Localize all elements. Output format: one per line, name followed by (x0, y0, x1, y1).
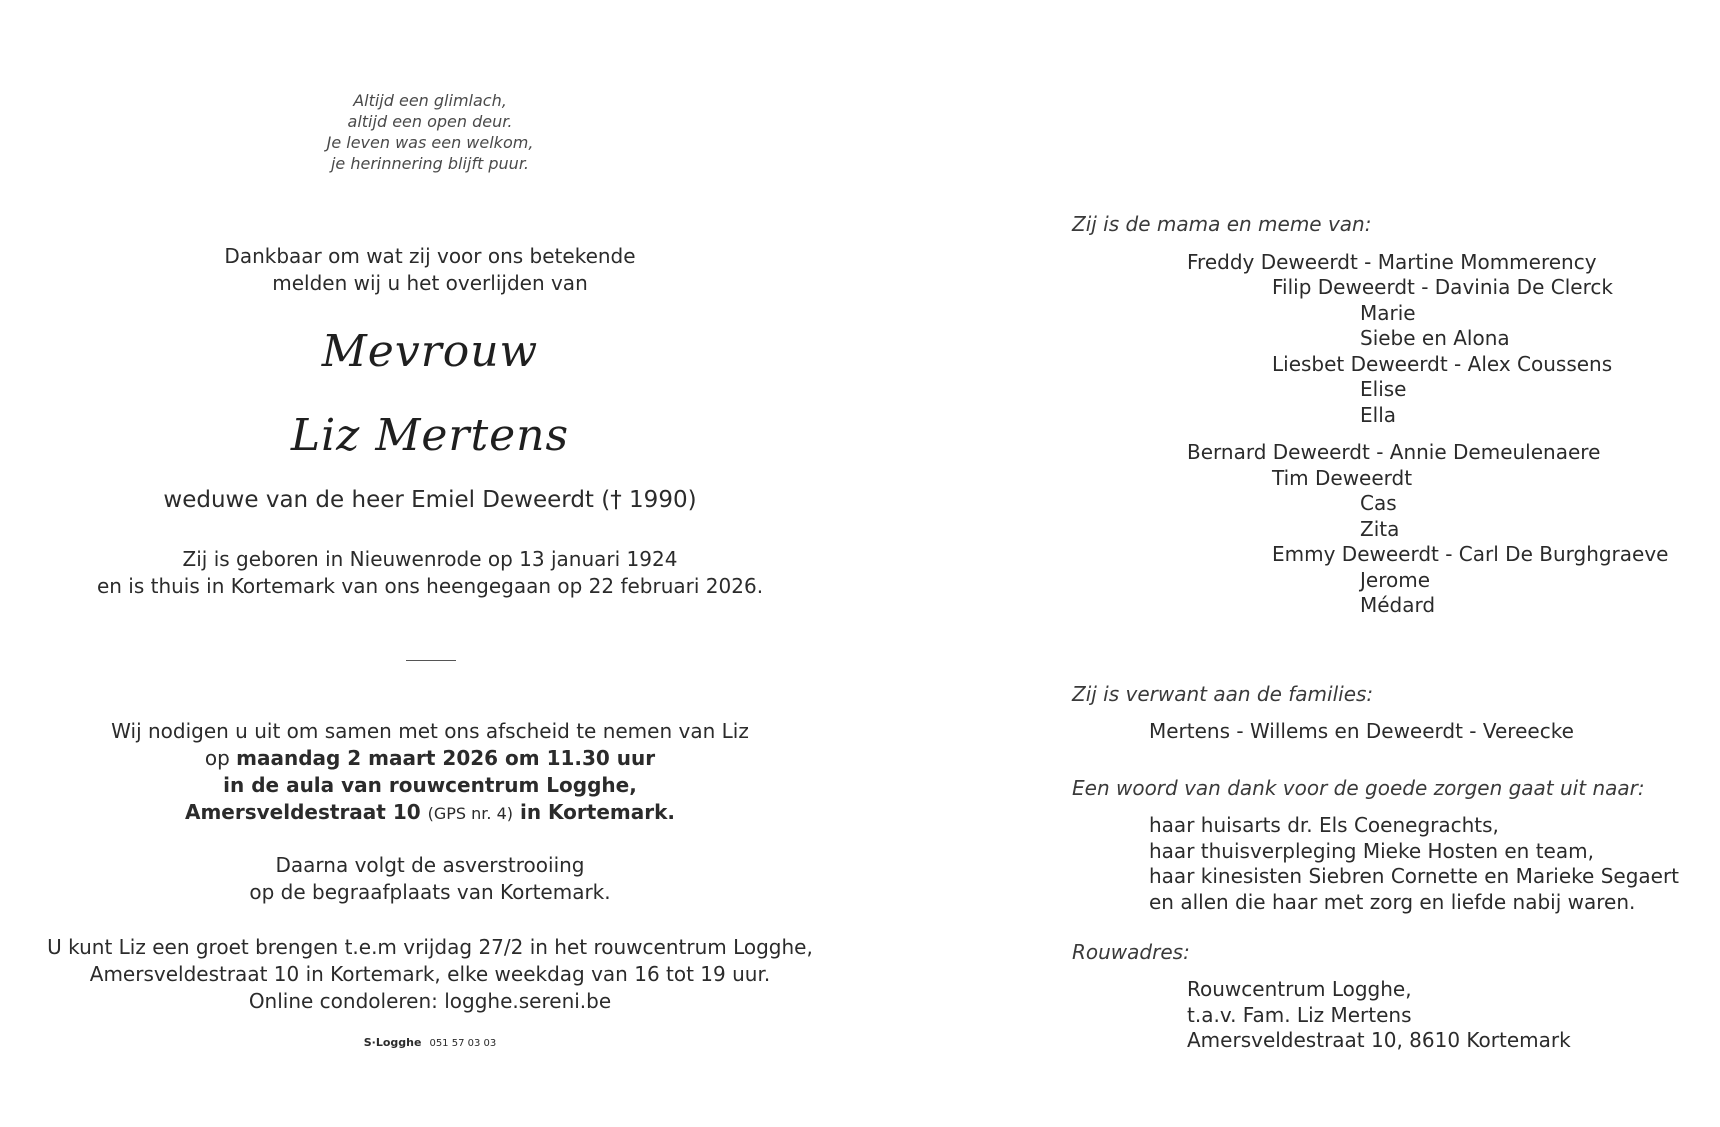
family-line: Emmy Deweerdt - Carl De Burghgraeve (1272, 542, 1669, 566)
invite-address (0, 799, 860, 827)
invite-town: in Kortemark. (513, 800, 675, 824)
family-line: Elise (1360, 377, 1407, 401)
family-line: Bernard Deweerdt - Annie Demeulenaere (1187, 440, 1601, 464)
salutation: Mevrouw (321, 326, 539, 377)
invitation (0, 718, 860, 827)
ashes-info (0, 852, 860, 906)
invite-date-line (0, 745, 860, 772)
thanks-line: haar thuisverpleging Mieke Hosten en team, (1149, 839, 1594, 863)
widow-line: weduwe van de heer Emiel Deweerdt († 1990) (163, 487, 697, 513)
intro-text (0, 243, 860, 297)
address-line: Amersveldestraat 10, 8610 Kortemark (1187, 1028, 1571, 1052)
invite-street: Amersveldestraat 10 (184, 800, 428, 824)
family-line: Liesbet Deweerdt - Alex Coussens (1272, 352, 1613, 376)
thanks-header: Een woord van dank voor de goede zorgen gaat uit naar: (1072, 776, 1645, 800)
ashes-line: Daarna volgt de asverstrooiing (275, 853, 585, 877)
family-line: Siebe en Alona (1360, 326, 1510, 350)
invite-line: Wij nodigen u uit om samen met ons afscheid te nemen van Liz (111, 719, 749, 743)
family-line: Zita (1360, 517, 1400, 541)
funeral-home-logo (0, 1036, 860, 1049)
poem-line: Je leven was een welkom, (326, 133, 534, 152)
gps-note: (GPS nr. 4) (427, 804, 513, 823)
logo-phone: 051 57 03 03 (429, 1038, 497, 1049)
family-line: Tim Deweerdt (1272, 466, 1413, 490)
thanks-line: en allen die haar met zorg en liefde nabij waren. (1149, 890, 1636, 914)
poem-line: Altijd een glimlach, (353, 91, 507, 110)
invite-date: maandag 2 maart 2026 om 11.30 uur (236, 746, 656, 770)
family-line: Marie (1360, 301, 1416, 325)
intro-line: melden wij u het overlijden van (272, 271, 588, 295)
poem-line: je herinnering blijft puur. (330, 154, 530, 173)
invite-location: in de aula van rouwcentrum Logghe, (223, 773, 637, 797)
poem (0, 90, 860, 174)
visit-line: Amersveldestraat 10 in Kortemark, elke weekdag van 16 tot 19 uur. (89, 962, 771, 986)
related-header: Zij is verwant aan de families: (1072, 682, 1374, 706)
divider (406, 660, 456, 661)
address-header: Rouwadres: (1072, 940, 1190, 964)
ashes-line: op de begraafplaats van Kortemark. (249, 880, 611, 904)
poem-line: altijd een open deur. (347, 112, 513, 131)
right-page (860, 0, 1720, 1127)
born-line: Zij is geboren in Nieuwenrode op 13 januari 1924 (182, 547, 678, 571)
address-line: t.a.v. Fam. Liz Mertens (1187, 1003, 1412, 1027)
invite-prefix: op (204, 746, 237, 770)
family-line: Filip Deweerdt - Davinia De Clerck (1272, 275, 1613, 299)
family-line: Cas (1360, 491, 1397, 515)
family-line: Freddy Deweerdt - Martine Mommerency (1187, 250, 1597, 274)
related-families: Mertens - Willems en Deweerdt - Vereecke (1149, 719, 1574, 743)
deceased-name: Liz Mertens (290, 410, 570, 461)
condolence-line: Online condoleren: logghe.sereni.be (248, 989, 612, 1013)
birth-death-info (0, 546, 860, 600)
logo-brand: S·Logghe (363, 1036, 422, 1049)
family-line: Ella (1360, 403, 1397, 427)
family-line: Médard (1360, 593, 1436, 617)
visit-info (0, 934, 860, 1015)
thanks-line: haar huisarts dr. Els Coenegrachts, (1149, 813, 1499, 837)
address-line: Rouwcentrum Logghe, (1187, 977, 1412, 1001)
mama-header: Zij is de mama en meme van: (1072, 212, 1372, 236)
thanks-line: haar kinesisten Siebren Cornette en Marieke Segaert (1149, 864, 1680, 888)
intro-line: Dankbaar om wat zij voor ons betekende (224, 244, 636, 268)
passed-line: en is thuis in Kortemark van ons heengegaan op 22 februari 2026. (96, 574, 764, 598)
family-line: Jerome (1360, 568, 1431, 592)
visit-line: U kunt Liz een groet brengen t.e.m vrijdag 27/2 in het rouwcentrum Logghe, (47, 935, 813, 959)
